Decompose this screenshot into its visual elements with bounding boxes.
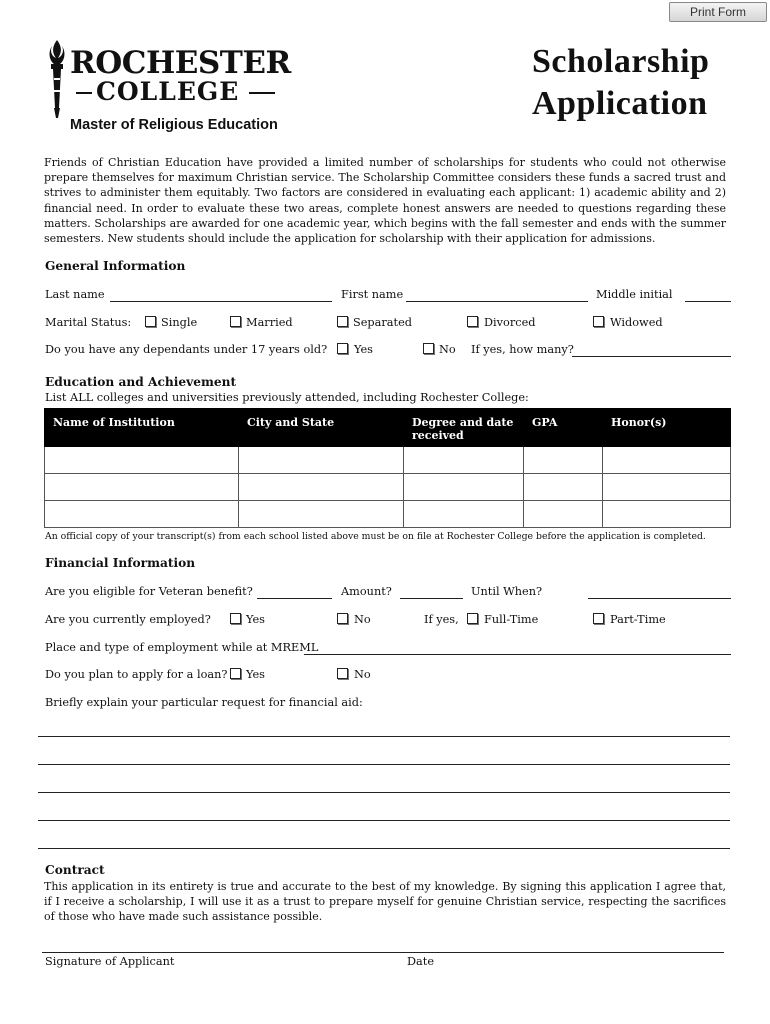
full-time-checkbox[interactable] xyxy=(467,613,478,624)
marital-status-label: Marital Status: xyxy=(45,316,132,329)
table-row xyxy=(45,447,731,474)
how-many-label: If yes, how many? xyxy=(471,343,574,356)
widowed-label: Widowed xyxy=(610,316,663,329)
city-state-cell[interactable] xyxy=(239,474,404,501)
loan-no-checkbox[interactable] xyxy=(337,668,348,679)
contract-heading: Contract xyxy=(45,863,105,877)
employed-yes-label: Yes xyxy=(246,613,265,626)
veteran-field[interactable] xyxy=(257,598,332,599)
employed-no-label: No xyxy=(354,613,371,626)
full-time-label: Full-Time xyxy=(484,613,539,626)
degree-cell[interactable] xyxy=(404,474,524,501)
col-degree-date: Degree and date received xyxy=(404,409,524,447)
degree-cell[interactable] xyxy=(404,501,524,528)
honors-cell[interactable] xyxy=(603,474,731,501)
single-label: Single xyxy=(161,316,198,329)
general-heading: General Information xyxy=(45,259,186,273)
logo xyxy=(40,36,290,122)
divorced-label: Divorced xyxy=(484,316,536,329)
institution-cell[interactable] xyxy=(45,474,239,501)
married-label: Married xyxy=(246,316,293,329)
education-table xyxy=(44,408,731,528)
last-name-field[interactable] xyxy=(110,301,332,302)
explain-line[interactable] xyxy=(38,792,730,793)
col-honors: Honor(s) xyxy=(603,409,731,447)
city-state-cell[interactable] xyxy=(239,501,404,528)
col-name-of-institution: Name of Institution xyxy=(45,409,239,447)
signature-line[interactable] xyxy=(42,952,724,953)
gpa-cell[interactable] xyxy=(524,501,603,528)
education-heading: Education and Achievement xyxy=(45,375,237,389)
program-subtitle: Master of Religious Education xyxy=(70,117,278,133)
employed-question: Are you currently employed? xyxy=(45,613,211,626)
logo-rule-right xyxy=(249,92,275,94)
gpa-cell[interactable] xyxy=(524,474,603,501)
dependants-no-checkbox[interactable] xyxy=(423,343,434,354)
dependants-yes-checkbox[interactable] xyxy=(337,343,348,354)
gpa-cell[interactable] xyxy=(524,447,603,474)
employed-no-checkbox[interactable] xyxy=(337,613,348,624)
loan-yes-label: Yes xyxy=(246,668,265,681)
city-state-cell[interactable] xyxy=(239,447,404,474)
intro-paragraph: Friends of Christian Education have provided a limited number of scholarships for students who could not otherwise prepare themselves for maximum Christian service. The Scholarship Committee considers these funds a sacred trust and strives to administer them equitably. Two factors are considered in evaluating each applicant: 1) academic ability and 2) financial need. In order to evaluate these two areas, complete honest answers are needed to questions regarding these matters. Scholarships are awarded for one academic year, which begins with the fall semester and ends with the summer semesters. New students should include the application for scholarship with their application for admissions. xyxy=(44,156,726,246)
loan-yes-checkbox[interactable] xyxy=(230,668,241,679)
torch-icon xyxy=(45,38,69,120)
explain-line[interactable] xyxy=(38,764,730,765)
explain-line[interactable] xyxy=(38,848,730,849)
institution-cell[interactable] xyxy=(45,447,239,474)
separated-label: Separated xyxy=(353,316,412,329)
degree-cell[interactable] xyxy=(404,447,524,474)
table-row xyxy=(45,474,731,501)
veteran-question: Are you eligible for Veteran benefit? xyxy=(45,585,253,598)
dependants-yes-label: Yes xyxy=(354,343,373,356)
honors-cell[interactable] xyxy=(603,501,731,528)
signature-label: Signature of Applicant xyxy=(45,955,175,968)
explain-line[interactable] xyxy=(38,736,730,737)
separated-checkbox[interactable] xyxy=(337,316,348,327)
col-city-state: City and State xyxy=(239,409,404,447)
explain-label: Briefly explain your particular request for financial aid: xyxy=(45,696,363,709)
until-when-label: Until When? xyxy=(471,585,543,598)
last-name-label: Last name xyxy=(45,288,105,301)
loan-no-label: No xyxy=(354,668,371,681)
dependants-question: Do you have any dependants under 17 years old? xyxy=(45,343,328,356)
middle-initial-label: Middle initial xyxy=(596,288,673,301)
education-subheading: List ALL colleges and universities previously attended, including Rochester College: xyxy=(45,391,529,404)
transcript-note: An official copy of your transcript(s) from each school listed above must be on file at Rochester College before the application is completed. xyxy=(45,531,706,542)
amount-field[interactable] xyxy=(400,598,463,599)
employed-yes-checkbox[interactable] xyxy=(230,613,241,624)
middle-initial-field[interactable] xyxy=(685,301,731,302)
institution-cell[interactable] xyxy=(45,501,239,528)
table-header-row xyxy=(45,409,731,447)
explain-line[interactable] xyxy=(38,820,730,821)
financial-heading: Financial Information xyxy=(45,556,196,570)
honors-cell[interactable] xyxy=(603,447,731,474)
first-name-field[interactable] xyxy=(406,301,588,302)
single-checkbox[interactable] xyxy=(145,316,156,327)
contract-text: This application in its entirety is true and accurate to the best of my knowledge. By signing this application I agree that, if I receive a scholarship, I will use it as a trust to prepare myself for genuine Christian service, respecting the sacrifices of those who have made such assistance possible. xyxy=(44,880,726,924)
date-label: Date xyxy=(407,955,435,968)
employment-place-field[interactable] xyxy=(304,654,731,655)
table-row xyxy=(45,501,731,528)
amount-label: Amount? xyxy=(341,585,392,598)
divorced-checkbox[interactable] xyxy=(467,316,478,327)
loan-question: Do you plan to apply for a loan? xyxy=(45,668,228,681)
married-checkbox[interactable] xyxy=(230,316,241,327)
logo-rule-left xyxy=(76,92,92,94)
dependants-no-label: No xyxy=(439,343,456,356)
print-form-button[interactable]: Print Form xyxy=(669,2,767,22)
logo-line2: COLLEGE xyxy=(96,77,240,106)
if-yes-label: If yes, xyxy=(424,613,459,626)
col-gpa: GPA xyxy=(524,409,603,447)
how-many-field[interactable] xyxy=(572,356,731,357)
employment-place-label: Place and type of employment while at MREML xyxy=(45,641,319,654)
page-title-line1: Scholarship xyxy=(532,43,710,80)
page-title-line2: Application xyxy=(532,85,708,122)
first-name-label: First name xyxy=(341,288,404,301)
part-time-label: Part-Time xyxy=(610,613,666,626)
widowed-checkbox[interactable] xyxy=(593,316,604,327)
part-time-checkbox[interactable] xyxy=(593,613,604,624)
logo-line1: ROCHESTER xyxy=(70,45,291,81)
until-when-field[interactable] xyxy=(588,598,731,599)
